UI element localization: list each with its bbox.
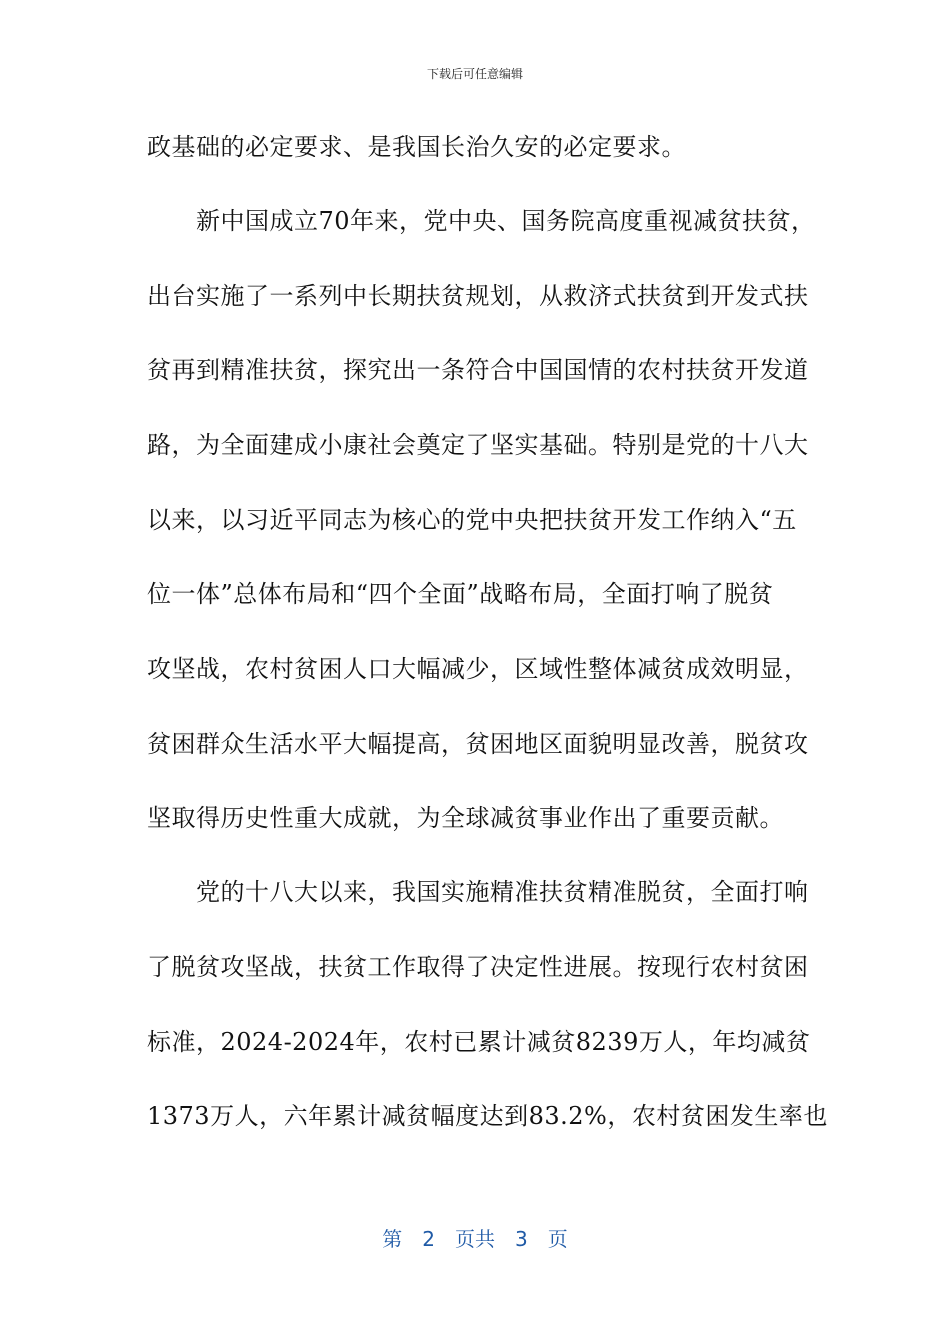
body-line: 新中国成立70年来，党中央、国务院高度重视减贫扶贫，	[147, 207, 816, 235]
page-header: 下载后可任意编辑	[426, 67, 523, 81]
body-line: 以来，以习近平同志为核心的党中央把扶贫开发工作纳入“五	[147, 506, 797, 534]
body-line: 坚取得历史性重大成就，为全球减贫事业作出了重要贡献。	[147, 804, 784, 832]
body-line: 贫困群众生活水平大幅提高，贫困地区面貌明显改善，脱贫攻	[147, 730, 809, 758]
body-line: 党的十八大以来，我国实施精准扶贫精准脱贫，全面打响	[147, 878, 809, 906]
footer-total-prefix: 页共	[455, 1227, 495, 1251]
page-footer	[0, 1226, 950, 1252]
body-line: 出台实施了一系列中长期扶贫规划，从救济式扶贫到开发式扶	[147, 282, 809, 310]
footer-page-suffix: 页	[547, 1227, 568, 1251]
footer-page-number: 2	[422, 1227, 435, 1251]
body-line: 路，为全面建成小康社会奠定了坚实基础。特别是党的十八大	[147, 431, 809, 459]
footer-page-label: 第	[382, 1227, 403, 1251]
body-line: 了脱贫攻坚战，扶贫工作取得了决定性进展。按现行农村贫困	[147, 953, 809, 981]
body-line: 政基础的必定要求、是我国长治久安的必定要求。	[147, 133, 686, 161]
body-line: 位一体”总体布局和“四个全面”战略布局，全面打响了脱贫	[147, 580, 774, 608]
body-line: 标准，2024-2024年，农村已累计减贫8239万人，年均减贫	[147, 1028, 811, 1056]
body-line: 1373万人，六年累计减贫幅度达到83.2%，农村贫困发生率也	[147, 1102, 828, 1130]
body-line: 攻坚战，农村贫困人口大幅减少，区域性整体减贫成效明显，	[147, 655, 809, 683]
body-line: 贫再到精准扶贫，探究出一条符合中国国情的农村扶贫开发道	[147, 356, 809, 384]
footer-total-pages: 3	[515, 1227, 528, 1251]
